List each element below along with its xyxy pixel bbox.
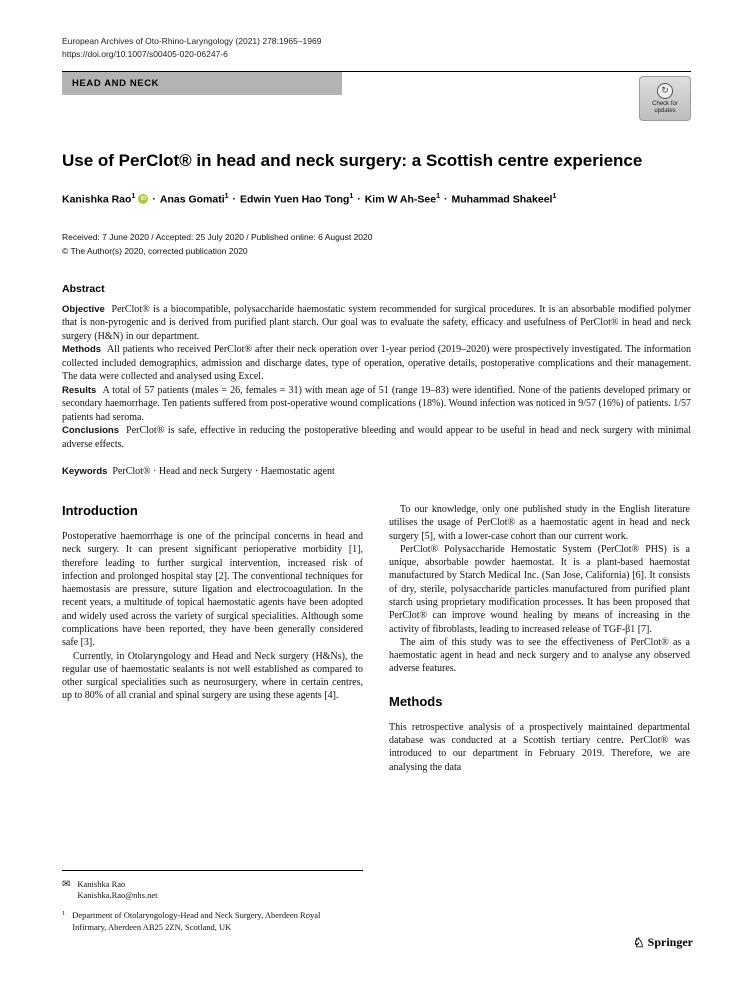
introduction-paragraph-1: Postoperative haemorrhage is one of the principal concerns in head and neck surgery. It can present significant perioperative morbidity [1], therefore leading to further surgical intervention, increased risk of infection and prolonged hospital stay [2]. The conventional techniques for haemostasis are pressure, suture ligation and electrocoagulation. In the recent years, a multitude of topical haemostatic agents have been adopted and widely used across the variety of surgical specialities. Although some complications have been reported, they have been generally considered safe [3]. — [62, 530, 363, 649]
author-name: Edwin Yuen Hao Tong — [240, 193, 350, 206]
author-2 — [160, 193, 229, 206]
corresponding-author-name: Kanishka Rao — [77, 879, 126, 890]
abstract-methods-text: All patients who received PerClot® after their neck operation over 1-year period (2019–2020) were prospectively investigated. The information collected included demographics, admission and discharge dates, type of operation, operative details, postoperative complications and their management. The data were collected and analysed using Excel. — [62, 344, 691, 383]
page-header — [62, 36, 691, 121]
copyright-line: © The Author(s) 2020, corrected publication 2020 — [62, 245, 248, 256]
check-updates-line1: Check for — [652, 100, 678, 107]
author-affiliation-sup: 1 — [349, 192, 354, 200]
author-separator: · — [357, 193, 361, 206]
corresponding-author-email[interactable]: Kanishka.Rao@nhs.net — [77, 890, 158, 901]
abstract-results — [62, 384, 691, 425]
footnote-block — [62, 870, 363, 933]
left-column — [62, 503, 363, 933]
author-name: Anas Gomati — [159, 193, 225, 206]
abstract-conclusions-label: Conclusions — [62, 425, 120, 437]
doi-link[interactable]: https://doi.org/10.1007/s00405-020-06247-6 — [62, 49, 228, 59]
abstract-heading: Abstract — [62, 282, 105, 295]
author-list — [62, 193, 691, 206]
section-banner: HEAD AND NECK — [62, 72, 342, 95]
author-separator: · — [232, 193, 237, 206]
right-paragraph-1: To our knowledge, only one published study in the English literature utilises the usage of PerClot® as a haemostatic agent in head and neck surgery [5], with a lower-case cohort than our current work. — [389, 503, 690, 542]
author-name: Kanishka Rao — [62, 193, 132, 206]
abstract-objective-label: Objective — [62, 303, 105, 315]
author-affiliation-sup: 1 — [131, 192, 136, 200]
keywords-label: Keywords — [62, 466, 108, 478]
envelope-icon: ✉ — [62, 879, 71, 891]
check-updates-label — [642, 101, 688, 116]
check-updates-line2: updates — [654, 108, 676, 114]
abstract-results-text: A total of 57 patients (males = 26, females = 31) with mean age of 51 (range 19–83) were identified. None of the patients developed primary or secondary haemorrhage. Ten patients suffered from post-operative wound complications (18%). Wound infection was noticed in 9/57 (16%) of patients. 1/57 patients had seroma. — [62, 384, 692, 423]
author-affiliation-sup: 1 — [552, 192, 557, 200]
author-3 — [240, 193, 353, 206]
orcid-icon[interactable]: iD — [138, 194, 148, 204]
two-column-body — [62, 503, 691, 933]
journal-citation: European Archives of Oto-Rhino-Laryngology (2021) 278:1965–1969 — [62, 36, 322, 46]
publication-dates — [62, 231, 691, 258]
abstract-section — [62, 283, 691, 479]
author-separator: · — [152, 193, 156, 206]
update-arrow-icon: ↻ — [657, 83, 673, 99]
abstract-methods — [62, 343, 691, 384]
abstract-conclusions — [62, 424, 691, 451]
author-name: Muhammad Shakeel — [451, 193, 553, 206]
abstract-objective — [62, 303, 691, 344]
received-accepted-line: Received: 7 June 2020 / Accepted: 25 July 2020 / Published online: 6 August 2020 — [62, 232, 373, 243]
right-paragraph-3: The aim of this study was to see the effectiveness of PerClot® as a haemostatic agent in head and neck surgery and to analyse any observed adverse features. — [389, 636, 690, 675]
banner-row — [62, 72, 691, 121]
springer-logo — [633, 935, 693, 950]
introduction-paragraph-2: Currently, in Otolaryngology and Head and Neck surgery (H&Ns), the regular use of haemostatic sealants is not well established as compared to other surgical specialities such as neurosurgery, where in certain centres, up to 80% of all cranial and spinal surgery are using these agents [4]. — [62, 650, 363, 702]
affiliation-block — [62, 910, 363, 932]
keywords-line — [62, 465, 691, 479]
abstract-objective-text: PerClot® is a biocompatible, polysaccharide haemostatic system recommended for surgical procedures. It is an absorbable modified polymer that is non-pyrogenic and is derived from purified plant starch. Our goal was to evaluate the safety, efficacy and usefulness of PerClot® in head and neck surgery (H&N) in our department. — [62, 303, 692, 342]
affiliation-text: Department of Otolaryngology-Head and Neck Surgery, Aberdeen Royal Infirmary, Aberdeen AB25 2ZN, Scotland, UK — [72, 910, 321, 932]
right-paragraph-2: PerClot® Polysaccharide Hemostatic System (PerClot® PHS) is a unique, absorbable powder haemostat. It is a plant-based haemostat manufactured by Starch Medical Inc. (San Jose, California) [6]. It consists of dry, sterile, polysaccharide particles manufactured from purified plant starch using proprietary modification processes. It has been proposed that PerClot® can improve wound healing by means of increasing in the activity of fibroblasts, leading to increased release of TGF-β1 [7]. — [389, 543, 690, 635]
right-column — [389, 503, 690, 933]
abstract-conclusions-text: PerClot® is safe, effective in reducing the postoperative bleeding and would appear to be useful in head and neck surgery with minimal adverse effects. — [62, 425, 691, 450]
introduction-heading: Introduction — [62, 502, 138, 518]
author-separator: · — [444, 193, 448, 206]
author-affiliation-sup: 1 — [436, 192, 440, 200]
affiliation-number: 1 — [62, 910, 66, 918]
methods-paragraph-1: This retrospective analysis of a prospectively maintained departmental database was conducted at a Scottish tertiary centre. PerClot® was introduced to our department in February 2019. Therefore, we are analysing the data — [389, 721, 690, 773]
article-title: Use of PerClot® in head and neck surgery: a Scottish centre experience — [62, 150, 643, 170]
keywords-text: PerClot® · Head and neck Surgery · Haemostatic agent — [112, 466, 335, 478]
check-for-updates-badge[interactable] — [639, 76, 691, 121]
correspondence-block — [62, 879, 363, 901]
abstract-methods-label: Methods — [62, 344, 102, 356]
abstract-results-label: Results — [62, 384, 97, 396]
author-1 — [62, 193, 135, 206]
footnote-rule — [62, 870, 363, 871]
author-4 — [365, 193, 440, 206]
correspondence-details — [77, 879, 157, 901]
springer-knight-icon: ♘ — [633, 935, 645, 950]
author-name: Kim W Ah-See — [364, 193, 437, 206]
publisher-name: Springer — [647, 935, 693, 949]
author-5 — [452, 193, 557, 206]
methods-heading: Methods — [389, 693, 443, 709]
author-affiliation-sup: 1 — [224, 192, 229, 200]
